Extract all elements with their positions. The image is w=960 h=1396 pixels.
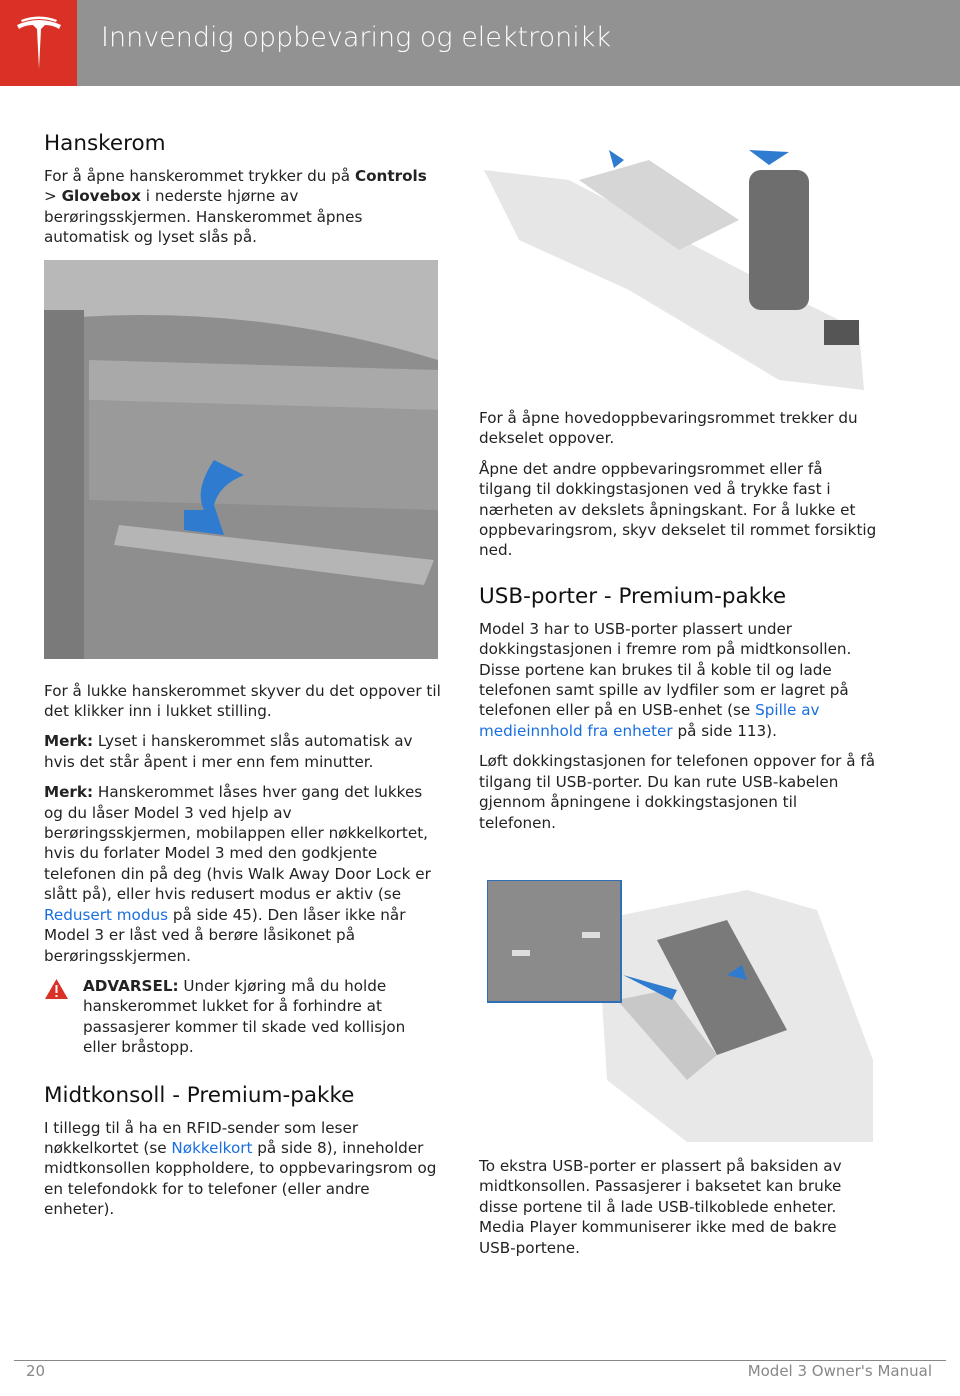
warning-icon [44,978,69,1000]
center-console-text: I tillegg til å ha en RFID-sender som leser nøkkelkortet (se Nøkkelkort på side 8), inneholder midtkonsollen koppholdere, to oppbevaringsrom og en telefondokk for to telefoner (eller andre enheter). [44,1118,437,1219]
usb-ports-text: Model 3 har to USB-porter plassert under dokkingstasjonen i fremre rom på midtkonsollen. Disse portene kan brukes til å koble til og lade telefonen samt spille av lydfiler som er lagret på telefonen eller på en USB-enhet (se Spille av medieinnhold fra enheter på side 113). [479,619,852,740]
heading-glovebox: Hanskerom [44,131,166,156]
console-image [479,140,873,395]
right-column [479,408,877,843]
footer-rule [14,1360,946,1361]
left-column [44,130,442,1230]
glovebox-image [44,260,438,659]
page-number: 20 [26,1362,46,1380]
link-media-playback[interactable]: Spille av medieinnhold fra enheter [479,701,820,740]
usb-access-text: Løft dokkingstasjonen for telefonen oppover for å få tilgang til USB-porter. Du kan rute USB-kabelen gjennom åpningene i dokkingstasjonen til telefonen. [479,752,876,832]
link-nokkelkort[interactable]: Nøkkelkort [171,1138,253,1157]
warning-box: ADVARSEL: Under kjøring må du holde hanskerommet lukket for å forhindre at passasjerer kommer til skade ved kollisjon eller bråstopp. [44,976,442,1058]
note-lock: Merk: Hanskerommet låses hver gang det lukkes og du låser Model 3 ved hjelp av berøringsskjermen, mobilappen eller nøkkelkortet, hvis du forlater Model 3 med den godkjente telefonen din på deg (hvis Walk Away Door Lock er slått på), eller hvis redusert modus er aktiv (se Redusert modus på side 45). Den låser ikke når Model 3 er låst ved å berøre låsikonet på berøringsskjermen. [44,783,431,965]
main-storage-text: For å åpne hovedoppbevaringsrommet trekker du dekselet oppover. [479,409,858,448]
second-storage-text: Åpne det andre oppbevaringsrommet eller få tilgang til dokkingstasjonen ved å trykke fast i nærheten av dekslets åpningskant. For å lukke et oppbevaringsrom, skyv dekselet til rommet forsiktig ned. [479,459,877,560]
rear-usb-text: To ekstra USB-porter er plassert på baksiden av midtkonsollen. Passasjerer i baksetet kan bruke disse portene til å lade USB-tilkoblede enheter. Media Player kommuniserer ikke med de bakre USB-portene. [479,1157,842,1257]
link-redusert-modus[interactable]: Redusert modus [44,905,169,924]
heading-center-console: Midtkonsoll - Premium-pakke [44,1082,355,1108]
page-title: Innvendig oppbevaring og elektronikk [101,22,612,53]
heading-usb-ports: USB-porter - Premium-pakke [479,583,787,609]
tesla-logo [0,0,77,86]
glovebox-close-text: For å lukke hanskerommet skyver du det oppover til det klikker inn i lukket stilling. [44,681,441,721]
page-header [0,0,960,86]
note-light: Merk: Lyset i hanskerommet slås automatisk av hvis det står åpent i mer enn fem minutter. [44,732,413,771]
usb-image [487,880,873,1142]
glovebox-open-text: For å åpne hanskerommet trykker du på Controls > Glovebox i nederste hjørne av berøringsskjermen. Hanskerommet åpnes automatisk og lyset slås på. [44,167,427,247]
right-column-bottom [479,1156,877,1268]
manual-title: Model 3 Owner's Manual [747,1362,932,1380]
